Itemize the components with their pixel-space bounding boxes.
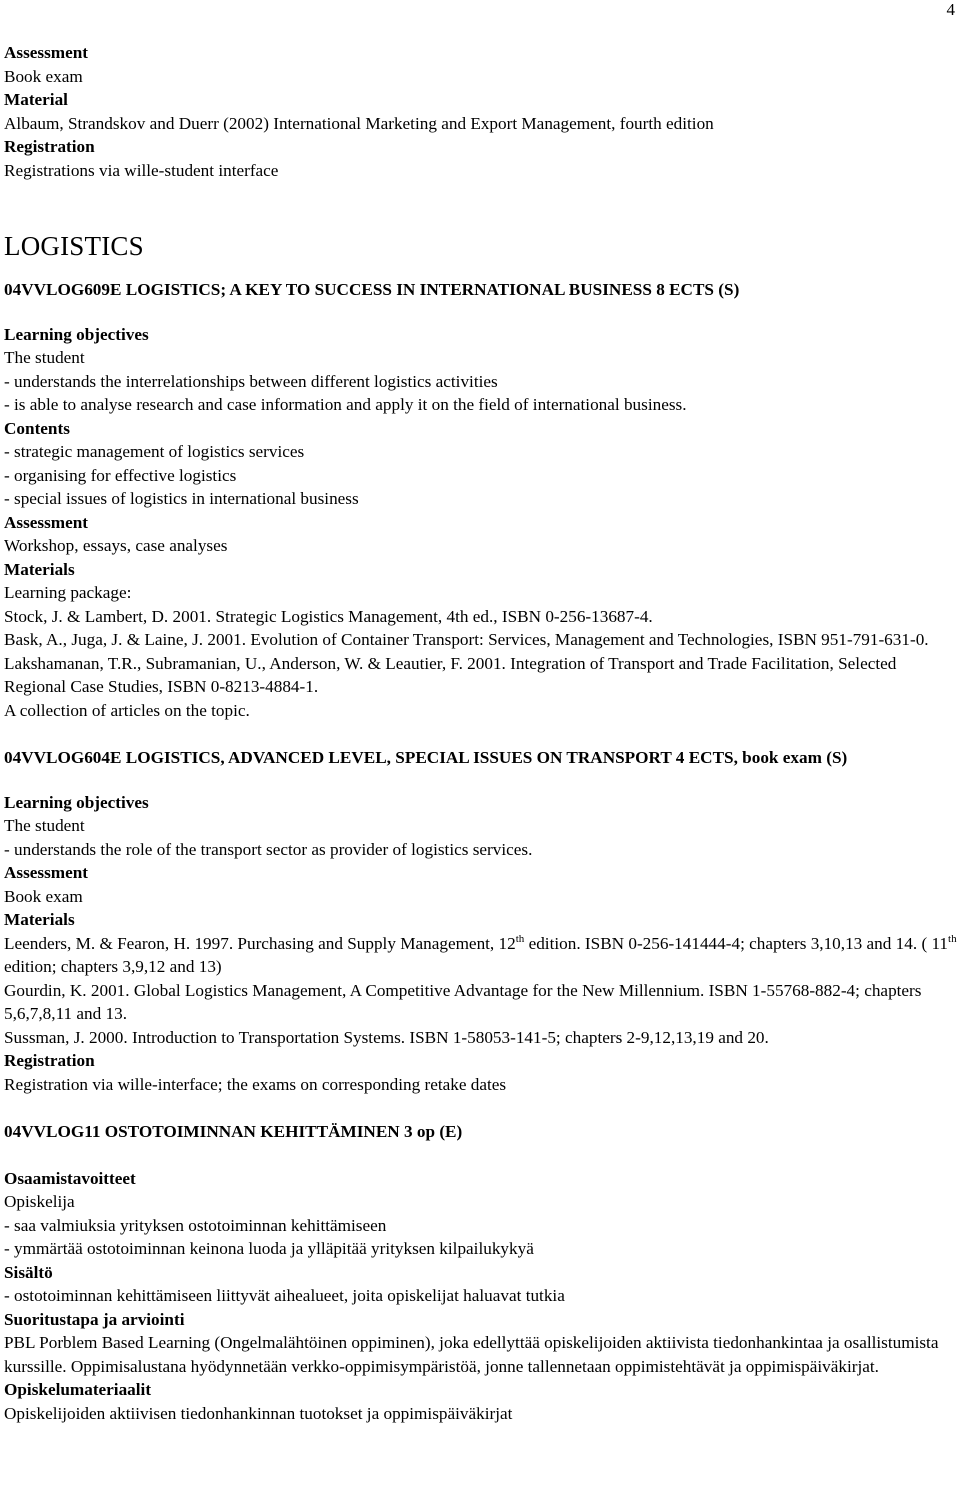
assessment-heading: Assessment bbox=[4, 43, 89, 62]
reference-part: edition; chapters 3,9,12 and 13) bbox=[4, 957, 222, 976]
contents-line: - organising for effective logistics bbox=[4, 465, 237, 485]
assessment-heading: Assessment bbox=[4, 512, 89, 532]
reference-part: Leenders, M. & Fearon, H. 1997. Purchasing and Supply Management, 12 bbox=[4, 933, 516, 953]
objective-line: - saa valmiuksia yrityksen ostotoiminnan kehittämiseen bbox=[4, 1215, 387, 1235]
contents-heading: Sisältö bbox=[4, 1262, 53, 1282]
prev-course-section bbox=[4, 41, 960, 182]
assessment-text: Book exam bbox=[4, 886, 83, 906]
assessment-text: Workshop, essays, case analyses bbox=[4, 536, 228, 555]
material-heading: Material bbox=[4, 90, 68, 109]
ordinal-suffix: th bbox=[948, 932, 957, 945]
objective-line: The student bbox=[4, 816, 85, 835]
reference-part: edition. ISBN 0-256-141444-4; chapters 3,10,13 and 14. ( 11 bbox=[524, 933, 949, 953]
material-text: Albaum, Strandskov and Duerr (2002) International Marketing and Export Management, fourth edition bbox=[4, 113, 714, 133]
chapter-title: LOGISTICS bbox=[4, 231, 144, 261]
material-reference: A collection of articles on the topic. bbox=[4, 700, 250, 720]
assessment-heading: Assessment bbox=[4, 863, 89, 882]
course-logistics-key-to-success bbox=[4, 278, 960, 722]
document-body bbox=[4, 41, 960, 1425]
objective-line: - understands the role of the transport sector as provider of logistics services. bbox=[4, 839, 533, 859]
method-text: PBL Porblem Based Learning (Ongelmalähtöinen oppiminen), joka edellyttää opiskelijoiden aktiivista tiedonhankintaa ja osallistumista kurssille. Oppimisalustana hyödynnetään verkko-oppimisympäristöä, jonne tallennetaan oppimistehtävät ja oppimispäiväkirjat. bbox=[4, 1333, 939, 1376]
materials-heading: Materials bbox=[4, 559, 75, 579]
registration-heading: Registration bbox=[4, 1051, 95, 1070]
registration-heading: Registration bbox=[4, 137, 95, 156]
materials-heading: Materials bbox=[4, 910, 75, 929]
contents-line: - special issues of logistics in international business bbox=[4, 489, 359, 508]
course-title: 04VVLOG11 OSTOTOIMINNAN KEHITTÄMINEN 3 op (E) bbox=[4, 1122, 463, 1141]
registration-text: Registrations via wille-student interface bbox=[4, 160, 279, 180]
course-logistics-advanced bbox=[4, 746, 960, 1096]
learning-objectives-heading: Learning objectives bbox=[4, 792, 149, 812]
method-heading: Suoritustapa ja arviointi bbox=[4, 1309, 185, 1329]
assessment-text: Book exam bbox=[4, 66, 83, 86]
material-reference: Gourdin, K. 2001. Global Logistics Management, A Competitive Advantage for the New Millennium. ISBN 1-55768-882-4; chapters 5,6,7,8,11 and 13. bbox=[4, 980, 922, 1023]
course-ostotoiminnan-kehittaminen bbox=[4, 1120, 960, 1425]
materials-heading: Opiskelumateriaalit bbox=[4, 1380, 152, 1399]
material-reference: Stock, J. & Lambert, D. 2001. Strategic Logistics Management, 4th ed., ISBN 0-256-13687-4. bbox=[4, 606, 653, 626]
registration-text: Registration via wille-interface; the exams on corresponding retake dates bbox=[4, 1074, 507, 1094]
course-title: 04VVLOG609E LOGISTICS; A KEY TO SUCCESS IN INTERNATIONAL BUSINESS 8 ECTS (S) bbox=[4, 280, 740, 299]
material-reference: Sussman, J. 2000. Introduction to Transportation Systems. ISBN 1-58053-141-5; chapters 2-9,12,13,19 and 20. bbox=[4, 1027, 769, 1047]
contents-line: - strategic management of logistics services bbox=[4, 442, 305, 461]
contents-line: - ostotoiminnan kehittämiseen liittyvät aihealueet, joita opiskelijat haluavat tutkia bbox=[4, 1286, 565, 1305]
contents-heading: Contents bbox=[4, 418, 70, 438]
materials-intro: Learning package: bbox=[4, 583, 132, 602]
objectives-heading: Osaamistavoitteet bbox=[4, 1168, 136, 1188]
objective-line: The student bbox=[4, 348, 85, 367]
objective-line: Opiskelija bbox=[4, 1192, 75, 1211]
course-title: 04VVLOG604E LOGISTICS, ADVANCED LEVEL, SPECIAL ISSUES ON TRANSPORT 4 ECTS, book exam (S) bbox=[4, 748, 848, 767]
ordinal-suffix: th bbox=[515, 932, 525, 945]
objective-line: - understands the interrelationships between different logistics activities bbox=[4, 371, 498, 391]
materials-text: Opiskelijoiden aktiivisen tiedonhankinnan tuotokset ja oppimispäiväkirjat bbox=[4, 1403, 513, 1423]
objective-line: - is able to analyse research and case information and apply it on the field of international business. bbox=[4, 395, 687, 414]
objective-line: - ymmärtää ostotoiminnan keinona luoda ja ylläpitää yrityksen kilpailukykyä bbox=[4, 1239, 534, 1258]
material-reference: Lakshamanan, T.R., Subramanian, U., Anderson, W. & Leautier, F. 2001. Integration of Transport and Trade Facilitation, Selected Regional Case Studies, ISBN 0-8213-4884-1. bbox=[4, 653, 897, 696]
material-reference: Bask, A., Juga, J. & Laine, J. 2001. Evolution of Container Transport: Services, Management and Technologies, ISBN 951-791-631-0. bbox=[4, 630, 929, 649]
learning-objectives-heading: Learning objectives bbox=[4, 324, 149, 344]
page-number: 4 bbox=[946, 0, 955, 19]
material-reference bbox=[4, 932, 960, 979]
